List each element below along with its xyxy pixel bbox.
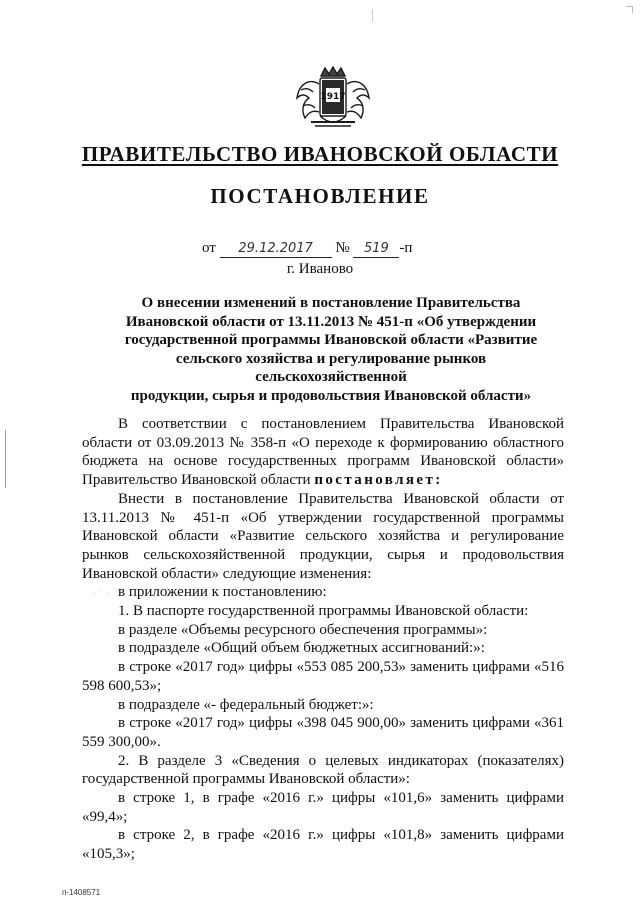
subject-line: О внесении изменений в постановление Правительства [141, 295, 521, 311]
resolves-word: постановляет: [314, 472, 443, 489]
date-prefix: от [202, 240, 216, 256]
subject-line: государственной программы Ивановской области «Развитие [124, 332, 538, 349]
svg-text:1917: 1917 [320, 92, 346, 102]
subject-line: сельского хозяйства и регулирование рынков сельскохозяйственной [175, 350, 487, 386]
paragraph-preamble [82, 415, 564, 490]
paragraph-subsection-federal: в подразделе «- федеральный бюджет:»: [118, 696, 374, 713]
paragraph-row-2: в строке 2, в графе «2016 г.» цифры «101,8» заменить цифрами «105,3»; [82, 827, 564, 863]
city-line: г. Иваново [286, 261, 354, 277]
date-number-line [202, 240, 462, 262]
number-sign: № [335, 240, 350, 256]
document-type: ПОСТАНОВЛЕНИЕ [210, 184, 430, 208]
paragraph-row-1: в строке 1, в графе «2016 г.» цифры «101,6» заменить цифрами «99,4»; [82, 790, 564, 825]
paragraph-row-2017-federal: в строке «2017 год» цифры «398 045 900,00» заменить цифрами «361 559 300,00». [82, 715, 564, 750]
document-code: п-1408571 [62, 888, 101, 897]
paragraph-item-2: 2. В разделе 3 «Сведения о целевых индикаторах (показателях) государственной программы Ивановской области»: [82, 752, 564, 788]
paragraph-item-1: 1. В паспорте государственной программы Ивановской области: [118, 603, 529, 620]
scan-smudge: · ˙ · [93, 590, 109, 600]
paragraph-amend: Внести в постановление Правительства Ивановской области от 13.11.2013 № 451-п «Об утверждении государственной программы Ивановской области «Развитие сельского хозяйства и регулирование рынков сельскохозяйственной продукции, сырья и продовольствия Ивановской области» следующие изменения: [82, 490, 564, 582]
paragraph-row-2017-total: в строке «2017 год» цифры «553 085 200,53» заменить цифрами «516 598 600,53»; [82, 659, 564, 694]
date-field: 29.12.2017 [220, 240, 332, 258]
paragraph-section-resources: в разделе «Объемы ресурсного обеспечения программы»: [118, 621, 488, 638]
scan-corner-mark [626, 6, 633, 13]
coat-of-arms-icon [291, 64, 375, 134]
government-title: ПРАВИТЕЛЬСТВО ИВАНОВСКОЙ ОБЛАСТИ [81, 142, 559, 166]
document-body [82, 415, 564, 864]
preamble-text: В соответствии с постановлением Правительства Ивановской области от 03.09.2013 № 358-п «О переходе к формированию областного бюджета на основе государственных программ Ивановской области» Правительство Ивановской области [82, 416, 564, 489]
scan-mark [372, 9, 373, 21]
number-field: 519 [353, 240, 399, 258]
document-subject [100, 294, 562, 406]
paragraph-annex: в приложении к постановлению: [118, 584, 327, 601]
paragraph-subsection-total: в подразделе «Общий объем бюджетных ассигнований:»: [118, 640, 485, 657]
subject-line: продукции, сырья и продовольствия Ивановской области» [130, 387, 532, 404]
margin-stamp-line [5, 430, 6, 488]
subject-line: Ивановской области от 13.11.2013 № 451-п «Об утверждении [125, 313, 537, 330]
number-suffix: -п [399, 240, 413, 256]
